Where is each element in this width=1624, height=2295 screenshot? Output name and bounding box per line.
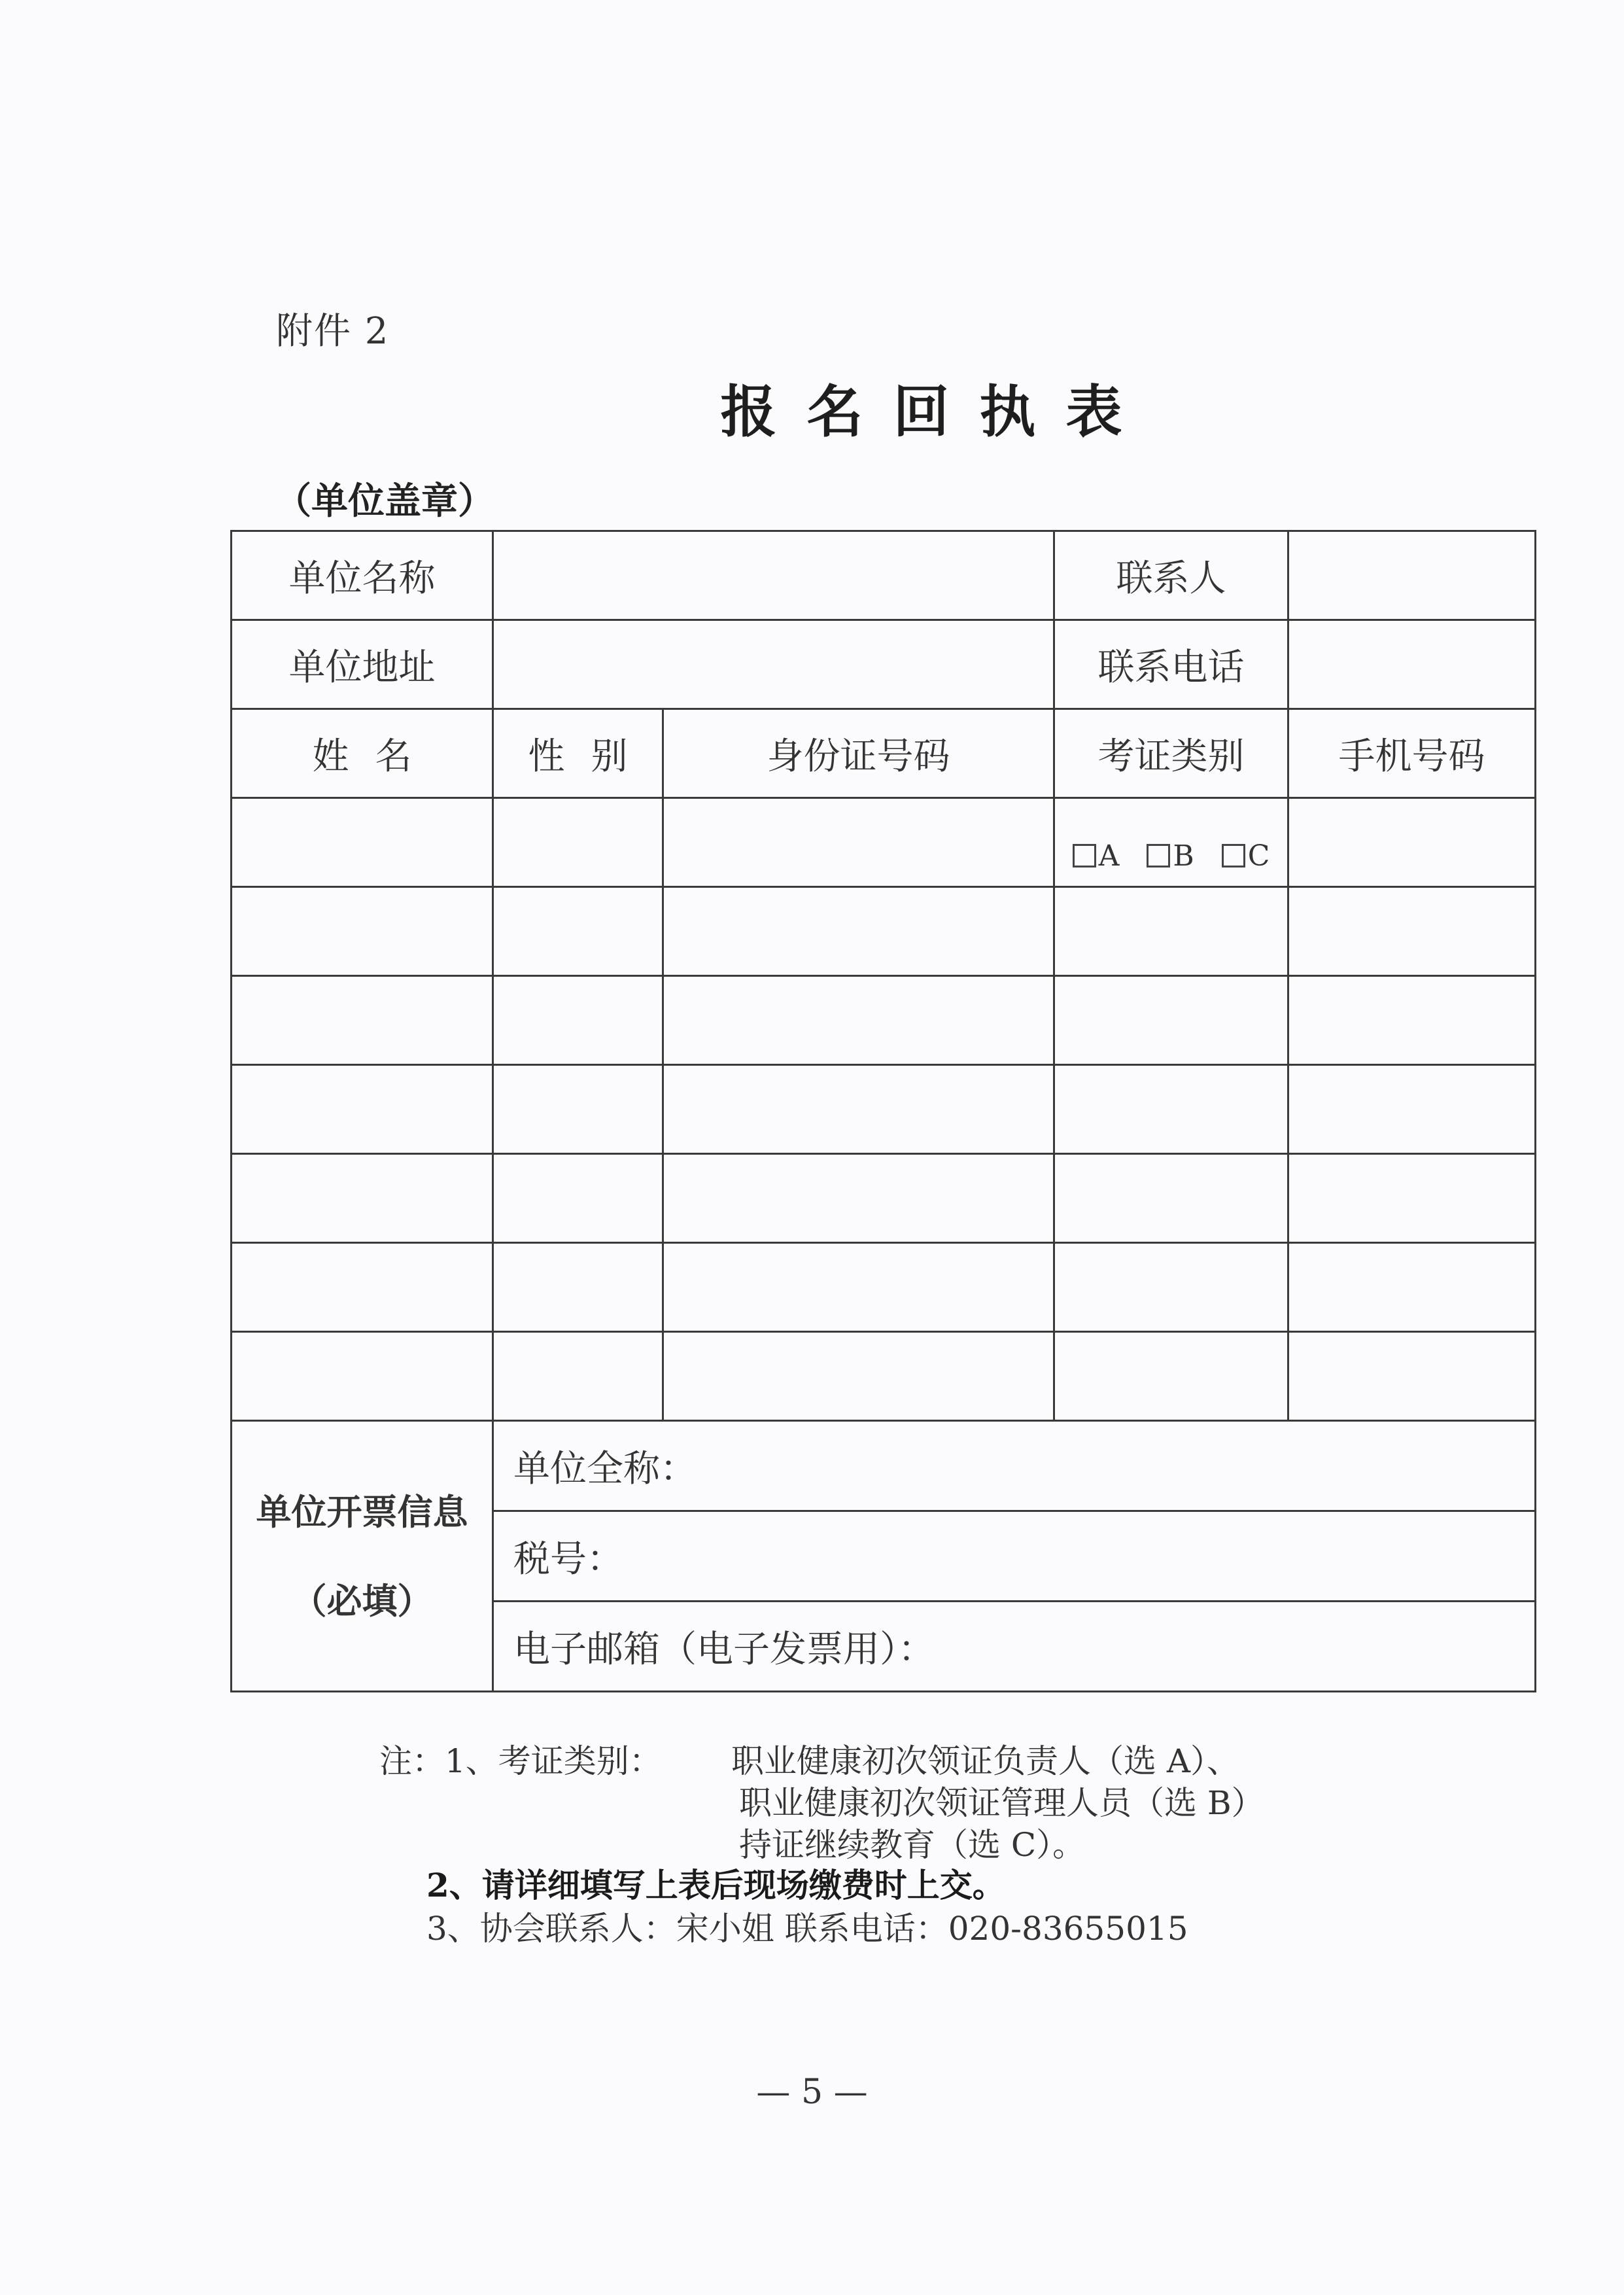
- invoice-email-field[interactable]: [493, 1602, 1536, 1692]
- category-cell[interactable]: [1054, 1065, 1288, 1154]
- invoice-info-title: 单位开票信息: [256, 1490, 468, 1533]
- name-cell[interactable]: [232, 887, 493, 976]
- invoice-info-label: [232, 1421, 493, 1692]
- note-1-option-b: 职业健康初次领证管理人员（选 B）: [739, 1784, 1264, 1822]
- contact-phone-label: 联系电话: [1054, 620, 1288, 709]
- name-cell[interactable]: [232, 1065, 493, 1154]
- gender-cell[interactable]: [493, 976, 663, 1065]
- table-row: [232, 1065, 1536, 1154]
- unit-name-row: [232, 531, 1536, 620]
- gender-cell[interactable]: [493, 1065, 663, 1154]
- gender-cell[interactable]: [493, 887, 663, 976]
- page-title: 报名回执表: [720, 379, 1152, 445]
- contact-person-label: 联系人: [1054, 531, 1288, 620]
- name-cell[interactable]: [232, 798, 493, 887]
- column-header-gender: 性别: [493, 709, 663, 798]
- mobile-cell[interactable]: [1288, 1243, 1536, 1332]
- column-header-name: 姓名: [232, 709, 493, 798]
- category-option-b[interactable]: [1147, 839, 1194, 873]
- note-1-lead: 注：1、考证类别：: [379, 1742, 662, 1780]
- seal-label: （单位盖章）: [275, 480, 494, 523]
- category-cell[interactable]: [1054, 1332, 1288, 1421]
- contact-person-field[interactable]: [1288, 531, 1536, 620]
- name-cell[interactable]: [232, 1332, 493, 1421]
- note-3: 3、协会联系人：宋小姐 联系电话：020-83655015: [426, 1910, 1188, 1948]
- category-cell[interactable]: [1054, 887, 1288, 976]
- category-cell: [1054, 798, 1288, 887]
- page-number: — 5 —: [756, 2073, 868, 2112]
- unit-address-row: [232, 620, 1536, 709]
- category-option-c[interactable]: [1222, 839, 1270, 873]
- gender-cell[interactable]: [493, 798, 663, 887]
- registration-form-table: [230, 530, 1536, 1692]
- mobile-cell[interactable]: [1288, 887, 1536, 976]
- gender-cell[interactable]: [493, 1243, 663, 1332]
- id-number-cell[interactable]: [663, 887, 1054, 976]
- invoice-full-name-label: 单位全称：: [513, 1447, 697, 1490]
- category-option-a[interactable]: [1073, 839, 1120, 873]
- table-row: [232, 1243, 1536, 1332]
- id-number-cell[interactable]: [663, 1154, 1054, 1243]
- table-row: [232, 976, 1536, 1065]
- unit-name-field[interactable]: [493, 531, 1054, 620]
- category-option-label: A: [1098, 839, 1120, 873]
- column-header-category: 考证类别: [1054, 709, 1288, 798]
- column-header-mobile: 手机号码: [1288, 709, 1536, 798]
- contact-phone-field[interactable]: [1288, 620, 1536, 709]
- category-cell[interactable]: [1054, 1243, 1288, 1332]
- checkbox-icon[interactable]: [1147, 844, 1170, 867]
- mobile-cell[interactable]: [1288, 1332, 1536, 1421]
- category-option-label: C: [1247, 839, 1270, 873]
- category-cell[interactable]: [1054, 976, 1288, 1065]
- name-cell[interactable]: [232, 1154, 493, 1243]
- invoice-full-name-field[interactable]: [493, 1421, 1536, 1511]
- column-header-id-number: 身份证号码: [663, 709, 1054, 798]
- note-2: 2、请详细填写上表后现场缴费时上交。: [426, 1866, 1005, 1904]
- attachment-label: 附件 2: [276, 310, 390, 353]
- name-cell[interactable]: [232, 1243, 493, 1332]
- id-number-cell[interactable]: [663, 1243, 1054, 1332]
- id-number-cell[interactable]: [663, 1065, 1054, 1154]
- note-1-option-c: 持证继续教育（选 C）。: [739, 1826, 1086, 1864]
- id-number-cell[interactable]: [663, 1332, 1054, 1421]
- invoice-row: [232, 1421, 1536, 1511]
- mobile-cell[interactable]: [1288, 1065, 1536, 1154]
- checkbox-icon[interactable]: [1222, 844, 1245, 867]
- unit-address-field[interactable]: [493, 620, 1054, 709]
- gender-cell[interactable]: [493, 1332, 663, 1421]
- mobile-cell[interactable]: [1288, 1154, 1536, 1243]
- id-number-cell[interactable]: [663, 798, 1054, 887]
- name-cell[interactable]: [232, 976, 493, 1065]
- category-cell[interactable]: [1054, 1154, 1288, 1243]
- note-1-option-a: 职业健康初次领证负责人（选 A）、: [731, 1742, 1240, 1780]
- id-number-cell[interactable]: [663, 976, 1054, 1065]
- mobile-cell[interactable]: [1288, 976, 1536, 1065]
- invoice-tax-id-field[interactable]: [493, 1511, 1536, 1602]
- invoice-info-required: （必填）: [291, 1579, 433, 1622]
- unit-address-label: 单位地址: [232, 620, 493, 709]
- category-option-label: B: [1173, 839, 1194, 873]
- column-header-row: [232, 709, 1536, 798]
- table-row: [232, 887, 1536, 976]
- checkbox-icon[interactable]: [1073, 844, 1096, 867]
- invoice-tax-id-label: 税号：: [513, 1537, 623, 1581]
- table-row: [232, 798, 1536, 887]
- table-row: [232, 1154, 1536, 1243]
- table-row: [232, 1332, 1536, 1421]
- unit-name-label: 单位名称: [232, 531, 493, 620]
- mobile-cell[interactable]: [1288, 798, 1536, 887]
- invoice-email-label: 电子邮箱（电子发票用）：: [513, 1628, 935, 1671]
- gender-cell[interactable]: [493, 1154, 663, 1243]
